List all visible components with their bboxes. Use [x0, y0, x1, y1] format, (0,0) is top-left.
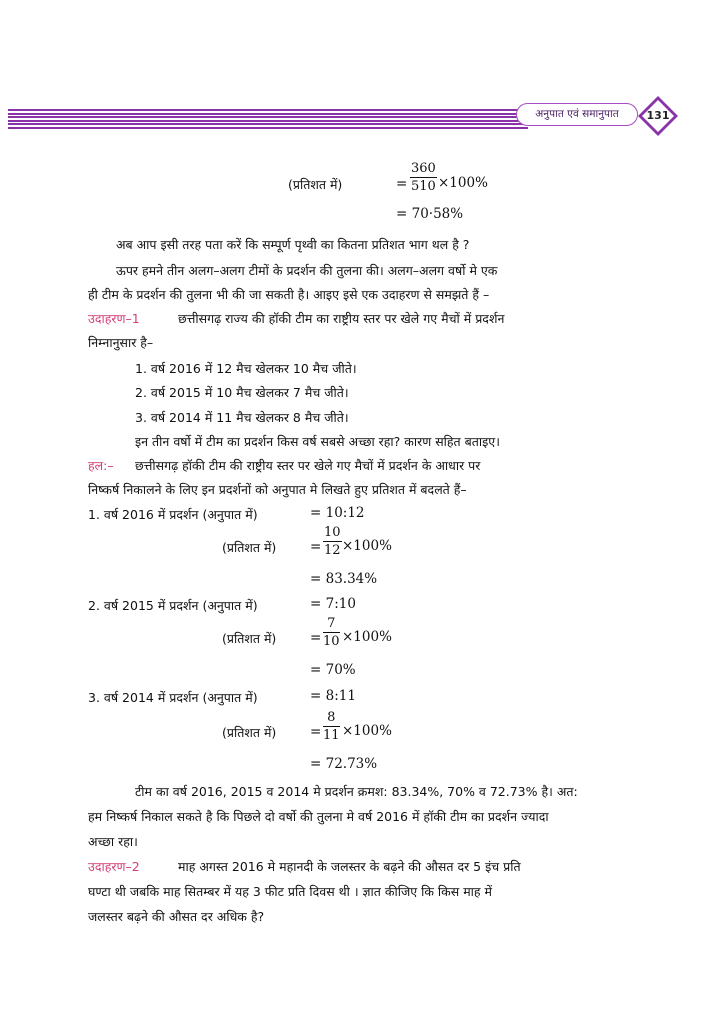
example-1-text-line-2: निम्नानुसार है– [88, 335, 154, 350]
solution-label: हल:– [88, 458, 114, 473]
example-2-text-line-2: घण्टा थी जबकि माह सितम्बर में यह 3 फीट प्रति दिवस थी । ज्ञात कीजिए कि किस माह में [88, 884, 492, 899]
header-rule [8, 109, 528, 131]
step-2-frac-den: 10 [323, 634, 340, 649]
step-1-percent-label: (प्रतिशत में) [222, 540, 277, 555]
intro-frac-den: 510 [411, 179, 436, 194]
conclusion-line-3: अच्छा रहा। [88, 834, 138, 849]
step-1-frac-num: 10 [324, 525, 341, 540]
step-2-percent-label: (प्रतिशत में) [222, 631, 277, 646]
step-1-fraction [323, 524, 342, 560]
example-1-item-3: 3. वर्ष 2014 में 11 मैच खेलकर 8 मैच जीते। [135, 410, 349, 425]
step-2-ratio: = 7:10 [310, 596, 356, 612]
conclusion-line-1: टीम का वर्ष 2016, 2015 व 2014 मे प्रदर्शन क्रमश: 83.34%, 70% व 72.73% है। अत: [135, 784, 578, 799]
step-2-suffix: ×100% [342, 629, 392, 645]
step-3-frac-den: 11 [323, 728, 340, 743]
intro-eq-sign: = [396, 176, 408, 192]
step-1-eq-sign: = [310, 539, 322, 555]
step-2-eq-sign: = [310, 630, 322, 646]
example-1-question: इन तीन वर्षो में टीम का प्रदर्शन किस वर्ष सबसे अच्छा रहा? कारण सहित बताइए। [135, 434, 500, 449]
step-3-label: 3. वर्ष 2014 में प्रदर्शन (अनुपात में) [88, 690, 258, 705]
conclusion-line-2: हम निष्कर्ष निकाल सकते है कि पिछले दो वर्षो की तुलना मे वर्ष 2016 में हॉकी टीम का प्रदर्शन ज्यादा [88, 809, 549, 824]
example-1-text-line-1: छत्तीसगढ़ राज्य की हॉकी टीम का राष्ट्रीय स्तर पर खेले गए मैचों में प्रदर्शन [178, 311, 505, 326]
page-number: 131 [646, 109, 670, 122]
intro-result: = 70·58% [396, 206, 464, 222]
step-1-frac-den: 12 [324, 543, 341, 558]
paragraph-2-line-2: ही टीम के प्रदर्शन की तुलना भी की जा सकती है। आइए इसे एक उदाहरण से समझते हैं – [88, 287, 490, 302]
intro-frac-suffix: ×100% [438, 175, 488, 191]
step-3-frac-num: 8 [323, 709, 340, 727]
intro-fraction [410, 160, 437, 196]
intro-percent-label: (प्रतिशत में) [288, 177, 343, 192]
step-2-label: 2. वर्ष 2015 में प्रदर्शन (अनुपात में) [88, 598, 258, 613]
example-2-label: उदाहरण–2 [88, 859, 140, 874]
step-2-result: = 70% [310, 662, 356, 678]
paragraph-2-line-1: ऊपर हमने तीन अलग–अलग टीमों के प्रदर्शन की तुलना की। अलग–अलग वर्षो मे एक [116, 263, 498, 278]
step-1-label: 1. वर्ष 2016 में प्रदर्शन (अनुपात में) [88, 507, 258, 522]
example-1-item-1: 1. वर्ष 2016 में 12 मैच खेलकर 10 मैच जीते। [135, 361, 357, 376]
paragraph-1: अब आप इसी तरह पता करें कि सम्पूर्ण पृथ्वी का कितना प्रतिशत भाग थल है ? [116, 237, 470, 252]
solution-text-line-1: छत्तीसगढ़ हॉकी टीम की राष्ट्रीय स्तर पर खेले गए मैचों में प्रदर्शन के आधार पर [135, 458, 481, 473]
step-1-suffix: ×100% [342, 538, 392, 554]
step-2-fraction [323, 615, 340, 651]
step-3-suffix: ×100% [342, 723, 392, 739]
example-1-label: उदाहरण–1 [88, 311, 140, 326]
step-2-frac-num: 7 [323, 615, 340, 633]
step-1-result: = 83.34% [310, 571, 378, 587]
step-3-result: = 72.73% [310, 756, 378, 772]
example-1-item-2: 2. वर्ष 2015 में 10 मैच खेलकर 7 मैच जीते। [135, 385, 349, 400]
step-3-percent-label: (प्रतिशत में) [222, 725, 277, 740]
step-3-fraction [323, 709, 340, 745]
intro-frac-num: 360 [411, 161, 436, 176]
step-3-ratio: = 8:11 [310, 688, 356, 704]
example-2-text-line-3: जलस्तर बढ़ने की औसत दर अधिक है? [88, 909, 265, 924]
solution-text-line-2: निष्कर्ष निकालने के लिए इन प्रदर्शनों को अनुपात मे लिखते हुए प्रतिशत में बदलते हैं– [88, 482, 467, 497]
example-2-text-line-1: माह अगस्त 2016 मे महानदी के जलस्तर के बढ़ने की औसत दर 5 इंच प्रति [178, 859, 521, 874]
step-1-ratio: = 10:12 [310, 505, 365, 521]
step-3-eq-sign: = [310, 724, 322, 740]
chapter-title: अनुपात एवं समानुपात [516, 103, 638, 126]
